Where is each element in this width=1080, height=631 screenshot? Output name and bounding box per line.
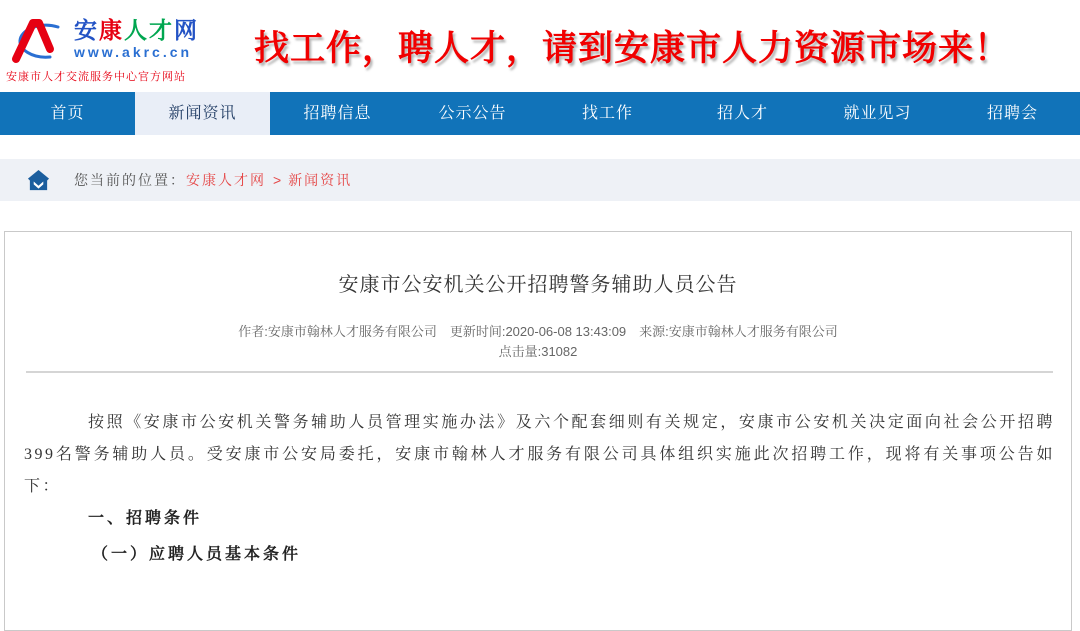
nav-item-internship[interactable]: 就业见习 [843, 105, 912, 122]
logo-title: 安康人才网 [74, 16, 199, 43]
breadcrumb-current-link[interactable]: 新闻资讯 [288, 172, 353, 188]
breadcrumb [0, 159, 1080, 201]
subsection-heading: （一）应聘人员基本条件 [92, 546, 302, 563]
nav-item-home[interactable]: 首页 [50, 105, 85, 122]
nav-item-recruit-info[interactable]: 招聘信息 [303, 105, 372, 122]
article-title: 安康市公安机关公开招聘警务辅助人员公告 [338, 274, 738, 296]
logo-subtitle: 安康市人才交流服务中心官方网站 [6, 70, 186, 83]
logo-mark-icon [6, 15, 68, 65]
header-slogan: 找工作，聘人才，请到安康市人力资源市场来！ [253, 29, 1010, 68]
nav-item-find-job[interactable]: 找工作 [581, 105, 633, 122]
site-header [0, 0, 1080, 92]
article-body [5, 373, 1071, 571]
site-logo[interactable] [0, 9, 254, 84]
nav-item-job-fair[interactable]: 招聘会 [986, 105, 1038, 122]
nav-item-hire-talent[interactable]: 招人才 [716, 105, 768, 122]
nav-item-public-notice[interactable]: 公示公告 [438, 105, 507, 122]
main-nav [0, 92, 1080, 135]
article-meta: 作者:安康市翰林人才服务有限公司 更新时间:2020-06-08 13:43:09 来源:安康市翰林人才服务有限公司 点击量:31082 [238, 324, 851, 359]
home-icon [27, 169, 50, 192]
article-paragraph: 按照《安康市公安机关警务辅助人员管理实施办法》及六个配套细则有关规定，安康市公安机关决定面向社会公开招聘399名警务辅助人员。受安康市公安局委托，安康市翰林人才服务有限公司具体组织实施此次招聘工作，现将有关事项公告如下： [24, 414, 1055, 495]
section-heading: 一、招聘条件 [88, 510, 203, 527]
logo-url: www.akrc.cn [74, 43, 193, 60]
article-card [4, 231, 1072, 631]
nav-item-news[interactable]: 新闻资讯 [135, 92, 270, 135]
breadcrumb-label: 您当前的位置： [74, 172, 186, 188]
breadcrumb-home-link[interactable]: 安康人才网 [186, 172, 266, 188]
breadcrumb-separator: > [273, 172, 282, 188]
